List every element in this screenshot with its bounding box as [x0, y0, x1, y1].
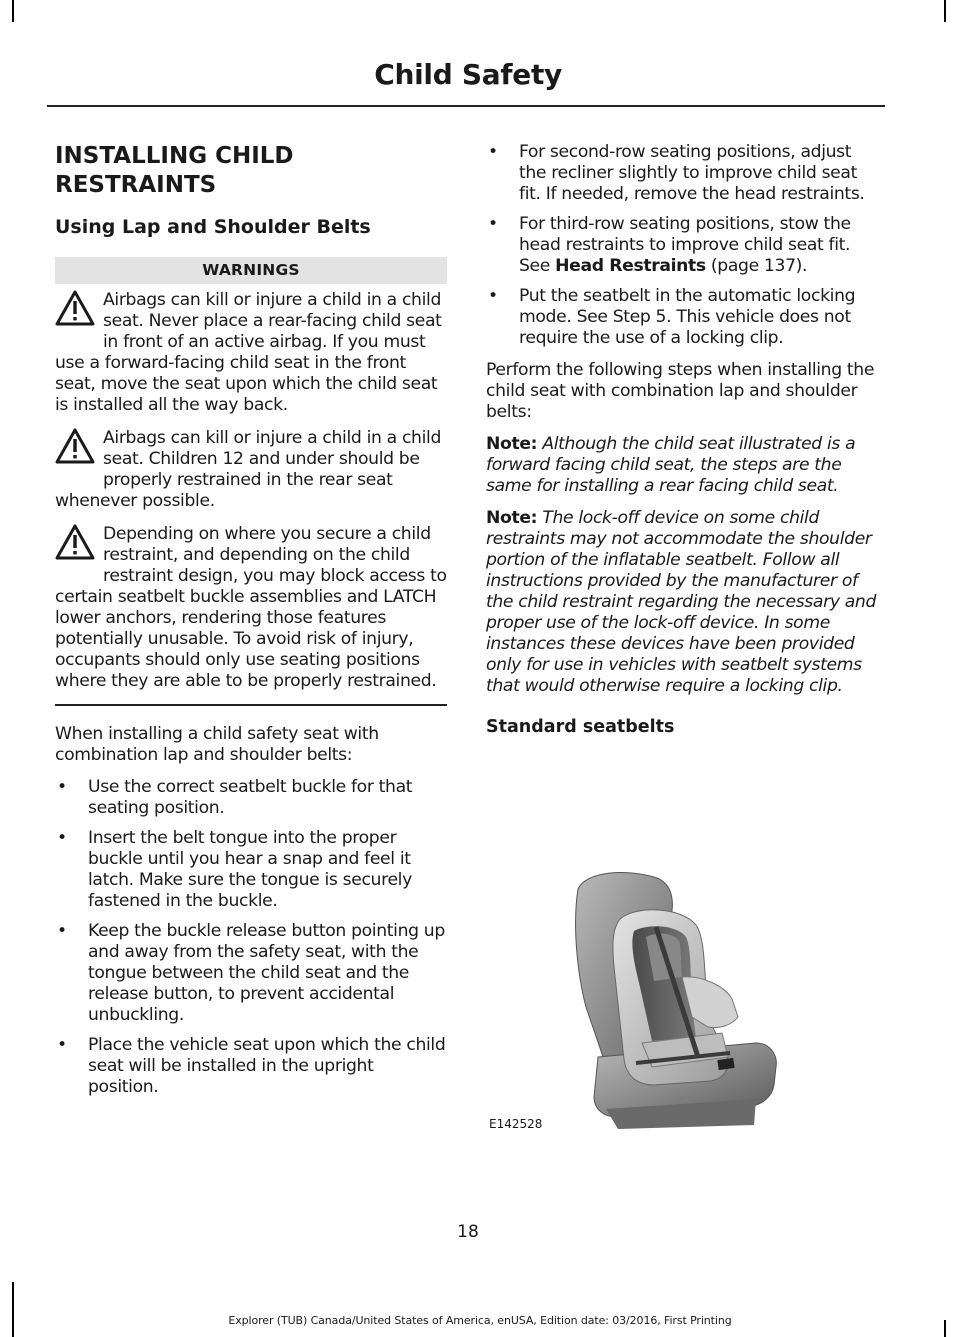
section-subheading: Using Lap and Shoulder Belts [55, 216, 371, 238]
warning-triangle-icon [55, 290, 97, 338]
list-item-text: Keep the buckle release button pointing up and away from the safety seat, with the tongue between the child seat and the release button, to prevent accidental unbuckling. [88, 921, 445, 1025]
bullet-glyph: • [57, 828, 67, 848]
page-number: 18 [457, 1222, 479, 1242]
warning-item [55, 428, 447, 512]
instruction-list [486, 142, 882, 349]
header-rule [47, 105, 885, 107]
child-seat-illustration [486, 867, 786, 1132]
list-item-text: Use the correct seatbelt buckle for that seating position. [88, 777, 413, 818]
warnings-header: WARNINGS [55, 257, 447, 284]
list-item [55, 921, 447, 1026]
list-item-text: For second-row seating positions, adjust the recliner slightly to improve child seat fit. If needed, remove the head restraints. [519, 142, 865, 204]
bullet-glyph: • [57, 777, 67, 797]
standard-seatbelts-heading: Standard seatbelts [486, 717, 675, 737]
instruction-list [55, 777, 447, 1098]
warning-text: Airbags can kill or injure a child in a child seat. Children 12 and under should be properly restrained in the rear seat whenever possible. [55, 428, 442, 511]
list-item [55, 828, 447, 912]
list-item-text: For third-row seating positions, stow the head restraints to improve child seat fit. See [519, 214, 851, 276]
list-item [55, 777, 447, 819]
note-label: Note: [486, 508, 538, 528]
bullet-glyph: • [488, 214, 498, 234]
figure-code: E142528 [489, 1117, 543, 1131]
list-item-text: Put the seatbelt in the automatic locking mode. See Step 5. This vehicle does not require the use of a locking clip. [519, 286, 856, 348]
note-paragraph [486, 434, 882, 497]
list-item [55, 1035, 447, 1098]
bullet-glyph: • [488, 286, 498, 306]
warning-text: Airbags can kill or injure a child in a child seat. Never place a rear-facing child seat in front of an active airbag. If you must use a forward-facing child seat in the front seat, move the seat upon which the child seat is installed all the way back. [55, 290, 442, 415]
note-label: Note: [486, 434, 538, 454]
page-reference: (page 137). [705, 256, 808, 276]
bullet-glyph: • [57, 921, 67, 941]
head-restraints-link[interactable]: Head Restraints [555, 256, 706, 276]
note-paragraph [486, 508, 882, 697]
list-item-text: Insert the belt tongue into the proper buckle until you hear a snap and feel it latch. Make sure the tongue is securely fastened in the buckle. [88, 828, 412, 911]
warning-text: Depending on where you secure a child restraint, and depending on the child restraint design, you may block access to certain seatbelt buckle assemblies and LATCH lower anchors, rendering those features potentially unusable. To avoid risk of injury, occupants should only use seating positions where they are able to be properly restrained. [55, 524, 447, 691]
crop-mark-top-left [12, 0, 14, 22]
page-header-title: Child Safety [374, 58, 562, 91]
bullet-glyph: • [488, 142, 498, 162]
warning-item [55, 290, 447, 416]
list-item [486, 214, 882, 277]
right-column [486, 142, 882, 738]
list-item-text: Place the vehicle seat upon which the child seat will be installed in the upright position. [88, 1035, 446, 1097]
warnings-end-rule [55, 704, 447, 706]
section-heading: INSTALLING CHILD RESTRAINTS [55, 143, 294, 198]
warning-item [55, 524, 447, 692]
crop-mark-bottom-left [12, 1282, 14, 1337]
list-item [486, 286, 882, 349]
footer-text: Explorer (TUB) Canada/United States of America, enUSA, Edition date: 03/2016, First Printing [228, 1314, 732, 1327]
note-text: The lock-off device on some child restraints may not accommodate the shoulder portion of the inflatable seatbelt. Follow all instructions provided by the manufacturer of the child restraint regarding the necessary and proper use of the lock-off device. In some instances these devices have been provided only for use in vehicles with seatbelt systems that would otherwise require a locking clip. [486, 508, 877, 696]
warning-triangle-icon [55, 524, 97, 572]
bullet-glyph: • [57, 1035, 67, 1055]
list-item [486, 142, 882, 205]
steps-paragraph: Perform the following steps when installing the child seat with combination lap and shoulder belts: [486, 360, 875, 422]
intro-paragraph: When installing a child safety seat with combination lap and shoulder belts: [55, 724, 379, 765]
warning-triangle-icon [55, 428, 97, 476]
left-column [55, 142, 447, 1109]
note-text: Although the child seat illustrated is a forward facing child seat, the steps are the same for installing a rear facing child seat. [486, 434, 856, 496]
crop-mark-top-right [944, 0, 946, 22]
